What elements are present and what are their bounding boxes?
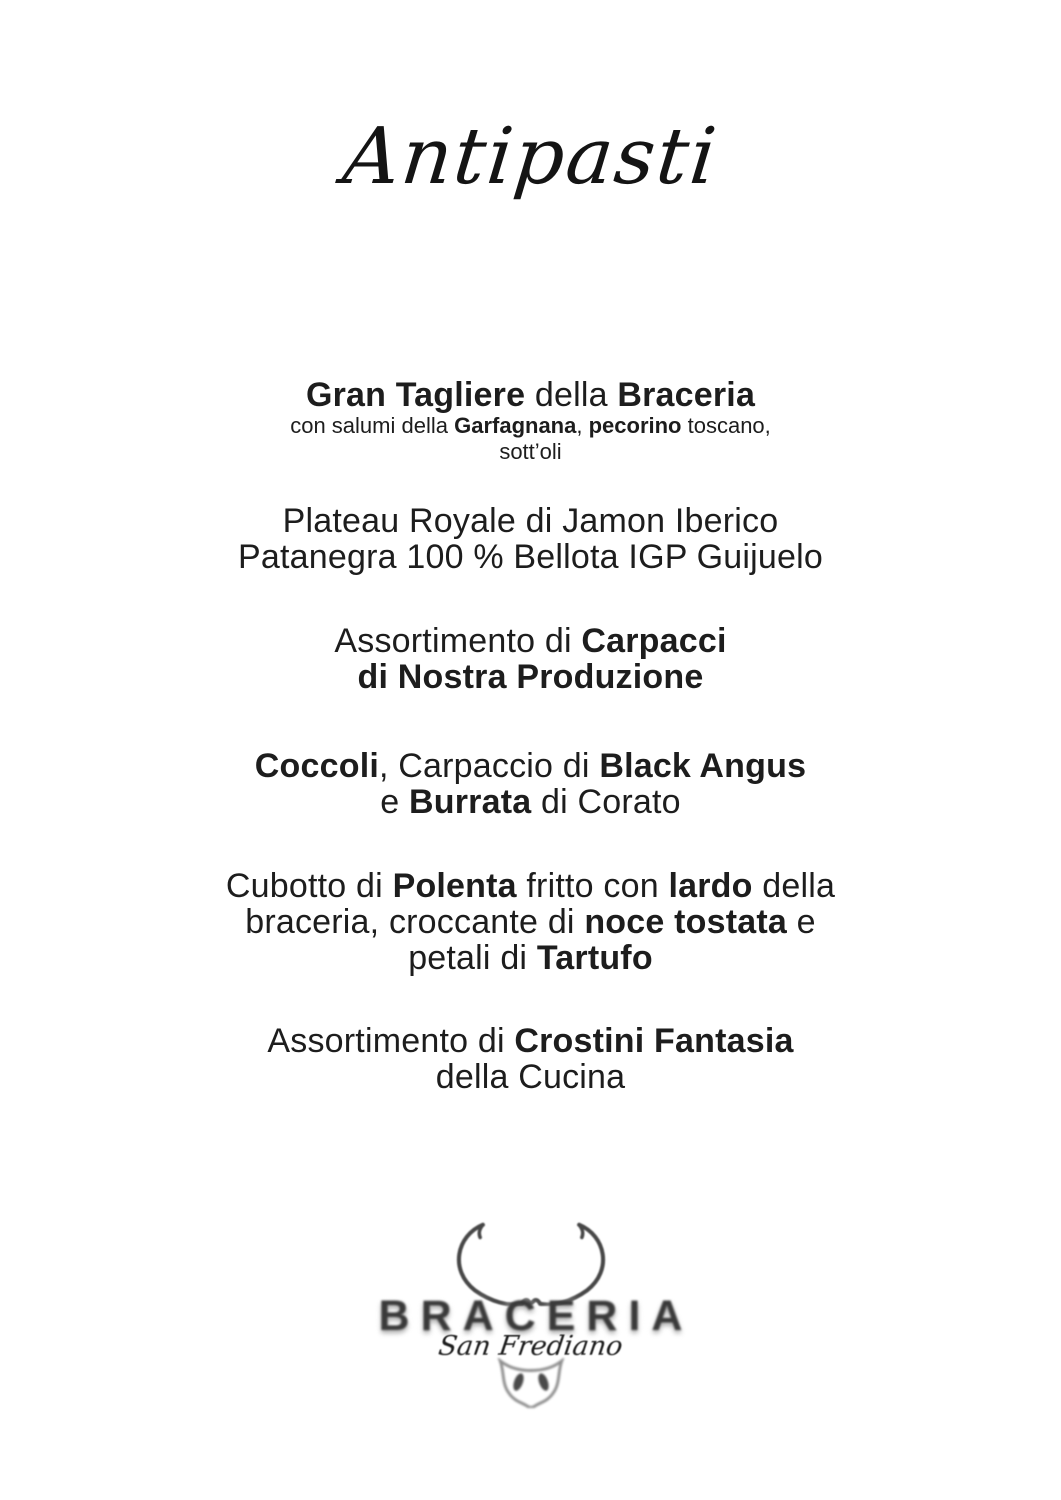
menu-text-segment: di Corato	[531, 783, 681, 821]
menu-item-crostini	[0, 1023, 1061, 1095]
menu-text-segment: Patanegra 100 % Bellota IGP Guijuelo	[238, 538, 823, 576]
menu-text-segment: , Carpaccio di	[378, 747, 600, 785]
menu-item-name-line	[0, 539, 1061, 575]
menu-text-segment: con salumi della	[290, 413, 455, 438]
menu-text-segment: Burrata	[409, 783, 532, 821]
menu-item-plateau-royale	[0, 503, 1061, 575]
menu-item-name-line	[0, 503, 1061, 539]
brand-name: BRACERIA	[378, 1292, 694, 1340]
menu-item-name-line	[0, 1023, 1061, 1059]
menu-text-segment: Gran Tagliere	[305, 376, 526, 414]
menu-text-segment: Polenta	[392, 867, 517, 905]
menu-text-segment: fritto con	[516, 867, 669, 905]
menu-item-description-line	[0, 413, 1061, 439]
menu-text-segment: ,	[576, 413, 589, 438]
menu-text-segment: Tartufo	[536, 939, 653, 977]
menu-item-name-line	[0, 1059, 1061, 1095]
menu-item-coccoli	[0, 748, 1061, 820]
menu-text-segment: lardo	[668, 867, 753, 905]
menu-text-segment: Plateau Royale di Jamon Iberico	[282, 502, 779, 540]
menu-text-segment: della	[525, 376, 618, 414]
menu-item-carpacci	[0, 623, 1061, 695]
menu-item-name-line	[0, 748, 1061, 784]
menu-text-segment: Cubotto di	[225, 867, 393, 905]
menu-text-segment: di Nostra Produzione	[357, 658, 704, 696]
menu-text-segment: Braceria	[617, 376, 756, 414]
page-title: Antipasti	[338, 112, 723, 202]
menu-text-segment: e	[787, 903, 816, 941]
menu-item-description-line	[0, 439, 1061, 465]
menu-text-segment: sott’oli	[499, 439, 562, 464]
menu-text-segment: Black Angus	[599, 747, 807, 785]
menu-item-name-line	[0, 868, 1061, 904]
menu-item-name-line	[0, 377, 1061, 413]
menu-text-segment: Coccoli	[254, 747, 379, 785]
menu-item-name-line	[0, 784, 1061, 820]
menu-item-name-line	[0, 659, 1061, 695]
menu-text-segment: noce tostata	[584, 903, 787, 941]
brand-logo	[0, 1218, 1061, 1408]
menu-item-name-line	[0, 904, 1061, 940]
menu-text-segment: pecorino	[588, 413, 682, 438]
menu-text-segment: Assortimento di	[334, 622, 582, 660]
bull-muzzle-icon	[490, 1358, 572, 1408]
menu-text-segment: della Cucina	[435, 1058, 626, 1096]
brand-subtitle: San Frediano	[436, 1331, 625, 1362]
menu-text-segment: e	[380, 783, 410, 821]
menu-text-segment: braceria, croccante di	[245, 903, 585, 941]
menu-text-segment: petali di	[408, 939, 537, 977]
menu-text-segment: Assortimento di	[267, 1022, 515, 1060]
menu-item-gran-tagliere	[0, 377, 1061, 465]
menu-text-segment: della	[752, 867, 836, 905]
menu-item-cubotto-polenta	[0, 868, 1061, 976]
menu-text-segment: Crostini Fantasia	[514, 1022, 794, 1060]
menu-item-name-line	[0, 940, 1061, 976]
menu-text-segment: toscano,	[681, 413, 771, 438]
menu-text-segment: Garfagnana	[454, 413, 577, 438]
menu-text-segment: Carpacci	[581, 622, 727, 660]
menu-item-name-line	[0, 623, 1061, 659]
